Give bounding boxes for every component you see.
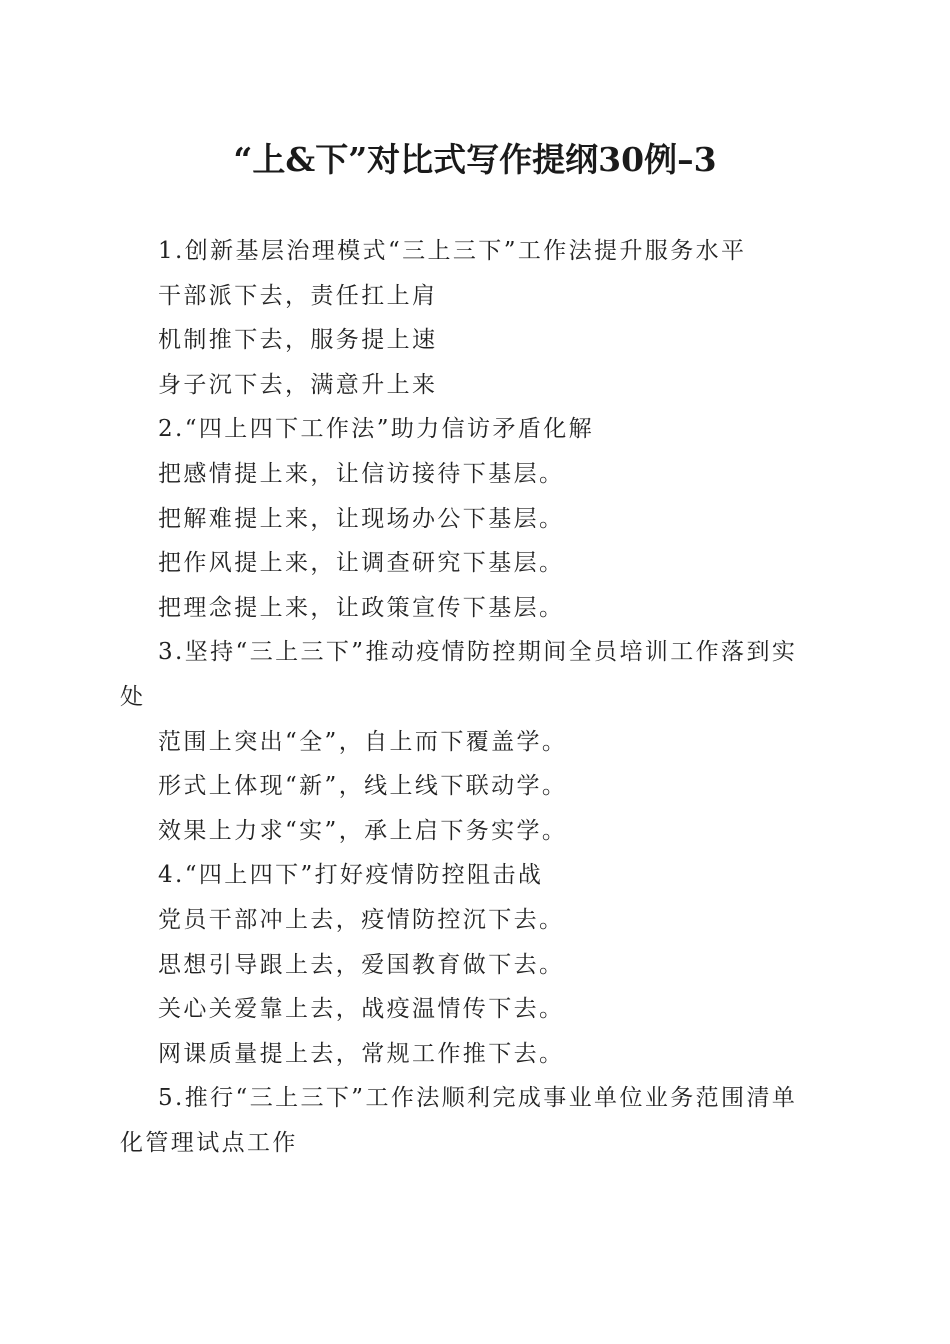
section-4-line-4: 网课质量提上去，常规工作推下去。 (158, 1040, 565, 1067)
section-heading-3-continued: 处 (120, 683, 146, 710)
section-1-line-3: 身子沉下去，满意升上来 (158, 371, 438, 398)
section-3-line-3: 效果上力求“实”，承上启下务实学。 (158, 817, 568, 844)
section-2-line-2: 把解难提上来，让现场办公下基层。 (158, 505, 565, 532)
section-heading-1: 1.创新基层治理模式“三上三下”工作法提升服务水平 (158, 238, 747, 264)
section-4-line-3: 关心关爱靠上去，战疫温情传下去。 (158, 996, 565, 1023)
document-title: “上&下”对比式写作提纲30例–3 (233, 140, 717, 179)
section-4-line-2: 思想引导跟上去，爱国教育做下去。 (158, 951, 565, 978)
section-1-line-1: 干部派下去，责任扛上肩 (158, 282, 438, 309)
section-heading-5: 5.推行“三上三下”工作法顺利完成事业单位业务范围清单 (158, 1085, 798, 1112)
section-3-line-2: 形式上体现“新”，线上线下联动学。 (158, 773, 568, 800)
section-2-line-4: 把理念提上来，让政策宣传下基层。 (158, 594, 565, 621)
section-heading-5-continued: 化管理试点工作 (120, 1129, 298, 1156)
section-heading-4: 4.“四上四下”打好疫情防控阻击战 (158, 862, 544, 889)
section-2-line-3: 把作风提上来，让调查研究下基层。 (158, 550, 565, 577)
section-3-line-1: 范围上突出“全”，自上而下覆盖学。 (158, 728, 568, 755)
section-heading-3: 3.坚持“三上三下”推动疫情防控期间全员培训工作落到实 (158, 639, 798, 666)
section-1-line-2: 机制推下去，服务提上速 (158, 327, 438, 354)
section-heading-2: 2.“四上四下工作法”助力信访矛盾化解 (158, 416, 595, 443)
document-body (120, 229, 830, 1165)
section-2-line-1: 把感情提上来，让信访接待下基层。 (158, 460, 565, 487)
section-4-line-1: 党员干部冲上去，疫情防控沉下去。 (158, 906, 565, 933)
